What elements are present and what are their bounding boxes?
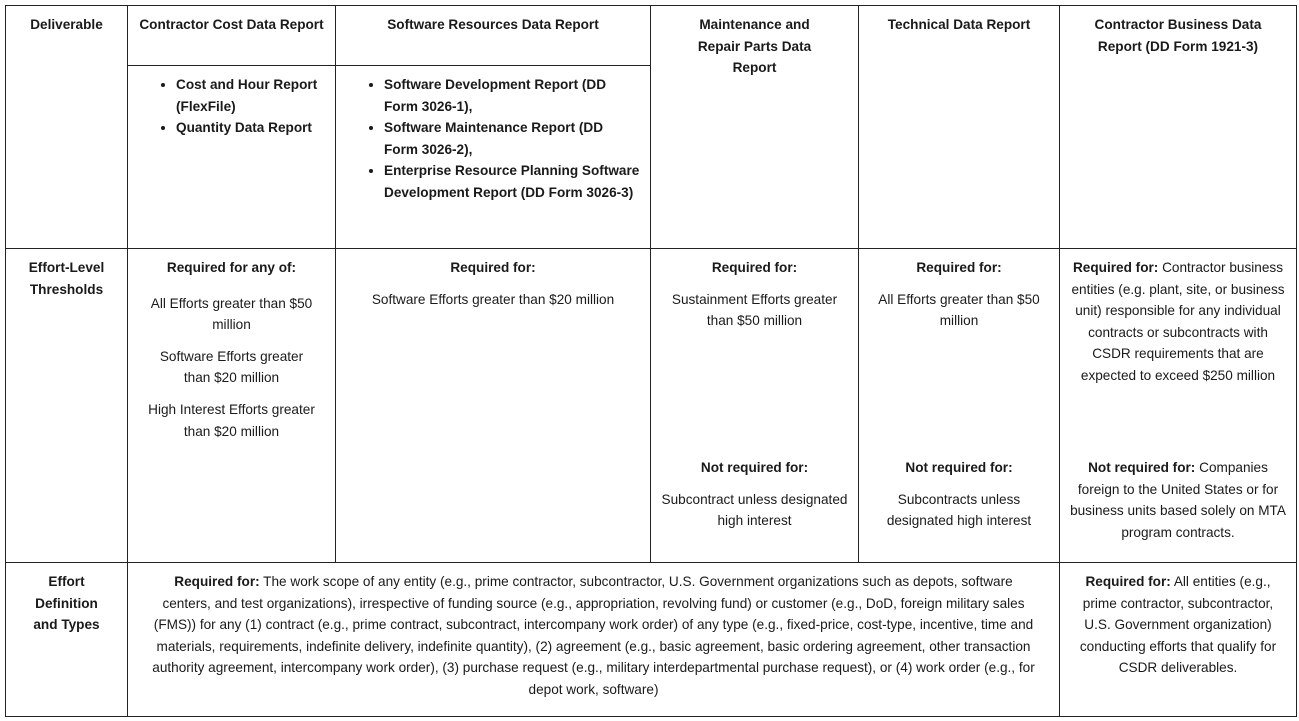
header-srdr: [336, 6, 651, 66]
not-required-text: Subcontract unless designated high interest: [661, 491, 848, 529]
srdr-threshold-cell: [336, 249, 651, 563]
srdr-items-cell: [336, 66, 651, 249]
threshold-text: All Efforts greater than $50 million: [878, 291, 1040, 329]
mrpdr-threshold-cell: [651, 249, 859, 563]
threshold-text: Sustainment Efforts greater than $50 million: [671, 291, 838, 329]
header-text: Software Resources Data Report: [387, 17, 599, 32]
csdr-deliverables-table: [5, 5, 1297, 717]
list-item: • Software Development Report (DD Form 3026-1),: [384, 74, 640, 117]
threshold-text: Contractor business entities (e.g. plant, site, or business unit) responsible for any individual contracts or subcontracts with CSDR requirements that are expected to exceed $250 million: [1071, 260, 1285, 383]
required-title: Required for:: [174, 574, 260, 589]
ccdr-items-cell: [128, 66, 336, 249]
list-item: • Software Maintenance Report (DD Form 3026-2),: [384, 117, 640, 160]
not-required-title: Not required for:: [700, 460, 809, 475]
required-title: Required for:: [450, 260, 536, 275]
header-tdr: [859, 6, 1060, 249]
list-item: • Cost and Hour Report (FlexFile): [176, 74, 325, 117]
threshold-item: High Interest Efforts greater than $20 million: [148, 401, 315, 439]
header-mrpdr: [651, 6, 859, 249]
required-title: Required for:: [916, 260, 1002, 275]
not-required-title: Not required for:: [905, 460, 1013, 475]
row-label: Effort Definition and Types: [33, 574, 100, 633]
header-text: Deliverable: [30, 17, 103, 32]
list-item: • Enterprise Resource Planning Software Development Report (DD Form 3026-3): [384, 160, 640, 203]
header-text: Contractor Cost Data Report: [139, 17, 324, 32]
header-text: Maintenance and Repair Parts Data Report: [697, 17, 812, 76]
row-label: Effort-Level Thresholds: [28, 260, 105, 297]
header-ccdr: [128, 6, 336, 66]
definition-cbdr-cell: [1060, 563, 1297, 717]
not-required-text: Companies foreign to the United States or for business units based solely on MTA program contracts.: [1070, 460, 1286, 540]
cbdr-threshold-cell: [1060, 249, 1297, 563]
definition-text: All entities (e.g., prime contractor, subcontractor, U.S. Government organization) conducting efforts that qualify for CSDR deliverables.: [1079, 574, 1277, 676]
tdr-threshold-cell: [859, 249, 1060, 563]
list-item: • Quantity Data Report: [176, 117, 325, 139]
required-title: Required for:: [1072, 260, 1159, 275]
required-title: Required for:: [711, 260, 798, 275]
threshold-text: Software Efforts greater than $20 million: [371, 291, 615, 307]
header-text: Contractor Business Data Report (DD Form 1921-3): [1094, 17, 1262, 54]
threshold-item: Software Efforts greater than $20 million: [159, 348, 304, 386]
definition-label: [6, 563, 128, 717]
not-required-title: Not required for:: [1088, 460, 1196, 475]
definition-text: The work scope of any entity (e.g., prime contractor, subcontractor, U.S. Government organizations such as depots, software centers, and test organizations), irrespective of funding source (e.g., appropriation, revolving fund) or customer (e.g., DoD, foreign military sales (FMS)) for any (1) contract (e.g., prime contract, subcontract, intercompany work order) of any type (e.g., fixed-price, cost-type, incentive, time and materials, requirements, indefinite delivery, indefinite quantity), (2) agreement (e.g., basic agreement, basic ordering agreement, other transaction authority agreement, intercompany work order), (3) purchase request (e.g., military interdepartmental purchase request), or (4) work order (e.g., for depot work, software): [152, 574, 1035, 697]
header-cbdr: [1060, 6, 1297, 249]
thresholds-label: [6, 249, 128, 563]
header-deliverable: [6, 6, 128, 249]
header-text: Technical Data Report: [887, 17, 1031, 32]
threshold-item: All Efforts greater than $50 million: [150, 295, 313, 333]
required-title: Required for any of:: [166, 260, 297, 275]
not-required-text: Subcontracts unless designated high interest: [886, 491, 1032, 529]
definition-main-cell: [128, 563, 1060, 717]
required-title: Required for:: [1085, 574, 1171, 589]
ccdr-threshold-cell: [128, 249, 336, 563]
